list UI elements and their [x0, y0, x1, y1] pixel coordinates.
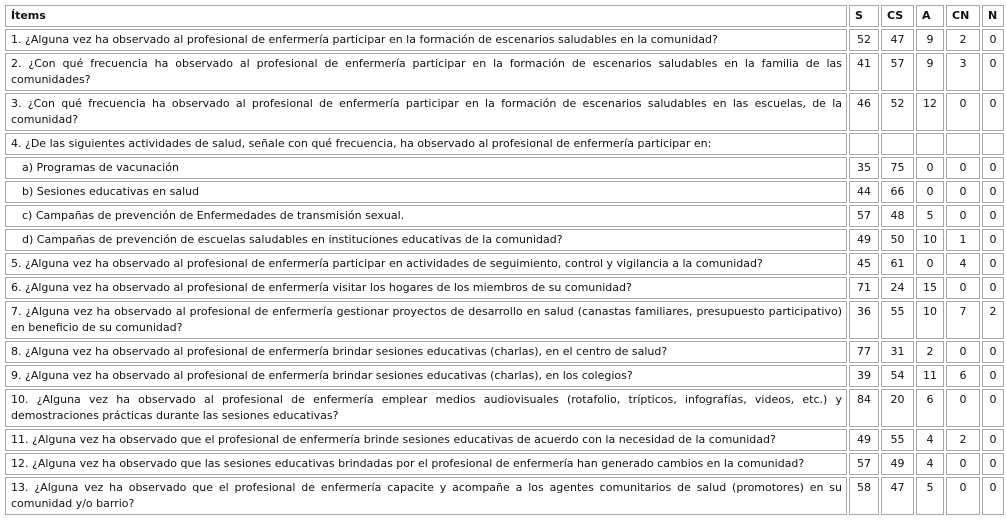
value-s: 49 — [849, 429, 879, 451]
value-s: 36 — [849, 301, 879, 339]
value-cn: 7 — [946, 301, 980, 339]
table-row — [5, 205, 1004, 227]
item-text: 7. ¿Alguna vez ha observado al profesional de enfermería gestionar proyectos de desarrollo en salud (canastas familiares, presupuesto participativo) en beneficio de su comunidad? — [5, 301, 847, 339]
value-cs: 49 — [881, 453, 914, 475]
table-row — [5, 93, 1004, 131]
value-a: 11 — [916, 365, 944, 387]
header-cn: CN — [946, 5, 980, 27]
item-text: b) Sesiones educativas en salud — [5, 181, 847, 203]
value-n: 0 — [982, 93, 1004, 131]
value-a: 5 — [916, 477, 944, 515]
item-text: 1. ¿Alguna vez ha observado al profesional de enfermería participar en la formación de escenarios saludables en la comunidad? — [5, 29, 847, 51]
item-text: 8. ¿Alguna vez ha observado al profesional de enfermería brindar sesiones educativas (charlas), en el centro de salud? — [5, 341, 847, 363]
value-cn: 0 — [946, 93, 980, 131]
value-cs: 66 — [881, 181, 914, 203]
value-cs: 57 — [881, 53, 914, 91]
value-cs: 50 — [881, 229, 914, 251]
item-text: 3. ¿Con qué frecuencia ha observado al profesional de enfermería participar en la formación de escenarios saludables en las escuelas, de la comunidad? — [5, 93, 847, 131]
value-s: 52 — [849, 29, 879, 51]
header-n: N — [982, 5, 1004, 27]
value-n: 0 — [982, 277, 1004, 299]
value-s: 58 — [849, 477, 879, 515]
table-row — [5, 277, 1004, 299]
value-n: 0 — [982, 429, 1004, 451]
item-text: 12. ¿Alguna vez ha observado que las sesiones educativas brindadas por el profesional de enfermería han generado cambios en la comunidad? — [5, 453, 847, 475]
value-s: 45 — [849, 253, 879, 275]
value-a: 9 — [916, 29, 944, 51]
value-a: 0 — [916, 181, 944, 203]
value-n: 0 — [982, 157, 1004, 179]
value-n: 0 — [982, 477, 1004, 515]
header-s: S — [849, 5, 879, 27]
header-a: A — [916, 5, 944, 27]
value-s: 41 — [849, 53, 879, 91]
item-text: 13. ¿Alguna vez ha observado que el profesional de enfermería capacite y acompañe a los agentes comunitarios de salud (promotores) en su comunidad y/o barrio? — [5, 477, 847, 515]
value-a: 12 — [916, 93, 944, 131]
value-cs — [881, 133, 914, 155]
value-s: 77 — [849, 341, 879, 363]
value-n — [982, 133, 1004, 155]
value-n: 2 — [982, 301, 1004, 339]
table-row — [5, 133, 1004, 155]
header-items: Ítems — [5, 5, 847, 27]
table-row — [5, 29, 1004, 51]
value-cn: 0 — [946, 341, 980, 363]
value-cn — [946, 133, 980, 155]
item-text: 11. ¿Alguna vez ha observado que el profesional de enfermería brinde sesiones educativas de acuerdo con la necesidad de la comunidad? — [5, 429, 847, 451]
value-cs: 47 — [881, 477, 914, 515]
item-text: 4. ¿De las siguientes actividades de salud, señale con qué frecuencia, ha observado al profesional de enfermería participar en: — [5, 133, 847, 155]
value-cs: 47 — [881, 29, 914, 51]
value-a: 4 — [916, 429, 944, 451]
value-cn: 0 — [946, 181, 980, 203]
value-cs: 20 — [881, 389, 914, 427]
value-n: 0 — [982, 389, 1004, 427]
value-cn: 0 — [946, 157, 980, 179]
item-text: 2. ¿Con qué frecuencia ha observado al profesional de enfermería participar en la formación de escenarios saludables en la familia de las comunidades? — [5, 53, 847, 91]
value-s: 49 — [849, 229, 879, 251]
value-s: 46 — [849, 93, 879, 131]
table-row — [5, 477, 1004, 515]
value-cs: 55 — [881, 429, 914, 451]
value-n: 0 — [982, 253, 1004, 275]
value-cs: 55 — [881, 301, 914, 339]
item-text: c) Campañas de prevención de Enfermedades de transmisión sexual. — [5, 205, 847, 227]
value-a: 6 — [916, 389, 944, 427]
table-row — [5, 341, 1004, 363]
item-text: 10. ¿Alguna vez ha observado al profesional de enfermería emplear medios audiovisuales (rotafolio, trípticos, infografías, videos, etc.) y demostraciones prácticas durante las sesiones educativas? — [5, 389, 847, 427]
header-cs: CS — [881, 5, 914, 27]
value-a: 4 — [916, 453, 944, 475]
value-cs: 31 — [881, 341, 914, 363]
table-row — [5, 53, 1004, 91]
value-n: 0 — [982, 181, 1004, 203]
value-cs: 61 — [881, 253, 914, 275]
item-text: d) Campañas de prevención de escuelas saludables en instituciones educativas de la comunidad? — [5, 229, 847, 251]
table-row — [5, 389, 1004, 427]
value-a: 15 — [916, 277, 944, 299]
value-cn: 0 — [946, 277, 980, 299]
value-a: 0 — [916, 253, 944, 275]
value-s: 57 — [849, 205, 879, 227]
value-s: 44 — [849, 181, 879, 203]
item-text: a) Programas de vacunación — [5, 157, 847, 179]
value-s: 84 — [849, 389, 879, 427]
value-cs: 54 — [881, 365, 914, 387]
value-a: 10 — [916, 229, 944, 251]
value-s: 35 — [849, 157, 879, 179]
table-row — [5, 181, 1004, 203]
value-n: 0 — [982, 29, 1004, 51]
header-row — [5, 5, 1004, 27]
value-s: 71 — [849, 277, 879, 299]
value-s: 39 — [849, 365, 879, 387]
value-n: 0 — [982, 229, 1004, 251]
table-row — [5, 365, 1004, 387]
value-cn: 3 — [946, 53, 980, 91]
value-a: 2 — [916, 341, 944, 363]
value-cn: 0 — [946, 477, 980, 515]
value-cn: 6 — [946, 365, 980, 387]
value-s — [849, 133, 879, 155]
table-row — [5, 453, 1004, 475]
table-row — [5, 301, 1004, 339]
table-row — [5, 429, 1004, 451]
value-a: 5 — [916, 205, 944, 227]
value-n: 0 — [982, 205, 1004, 227]
item-text: 5. ¿Alguna vez ha observado al profesional de enfermería participar en actividades de seguimiento, control y vigilancia a la comunidad? — [5, 253, 847, 275]
value-s: 57 — [849, 453, 879, 475]
value-a: 9 — [916, 53, 944, 91]
value-n: 0 — [982, 453, 1004, 475]
item-text: 9. ¿Alguna vez ha observado al profesional de enfermería brindar sesiones educativas (charlas), en los colegios? — [5, 365, 847, 387]
value-cn: 1 — [946, 229, 980, 251]
value-cn: 0 — [946, 205, 980, 227]
table-row — [5, 157, 1004, 179]
value-cs: 52 — [881, 93, 914, 131]
value-cs: 75 — [881, 157, 914, 179]
value-cn: 4 — [946, 253, 980, 275]
value-a — [916, 133, 944, 155]
value-cn: 2 — [946, 29, 980, 51]
value-n: 0 — [982, 53, 1004, 91]
table-row — [5, 229, 1004, 251]
value-cn: 0 — [946, 453, 980, 475]
value-a: 10 — [916, 301, 944, 339]
value-n: 0 — [982, 341, 1004, 363]
value-cn: 0 — [946, 389, 980, 427]
value-a: 0 — [916, 157, 944, 179]
table-row — [5, 253, 1004, 275]
value-cn: 2 — [946, 429, 980, 451]
survey-results-table — [3, 3, 1006, 517]
value-cs: 24 — [881, 277, 914, 299]
value-n: 0 — [982, 365, 1004, 387]
item-text: 6. ¿Alguna vez ha observado al profesional de enfermería visitar los hogares de los miembros de su comunidad? — [5, 277, 847, 299]
value-cs: 48 — [881, 205, 914, 227]
